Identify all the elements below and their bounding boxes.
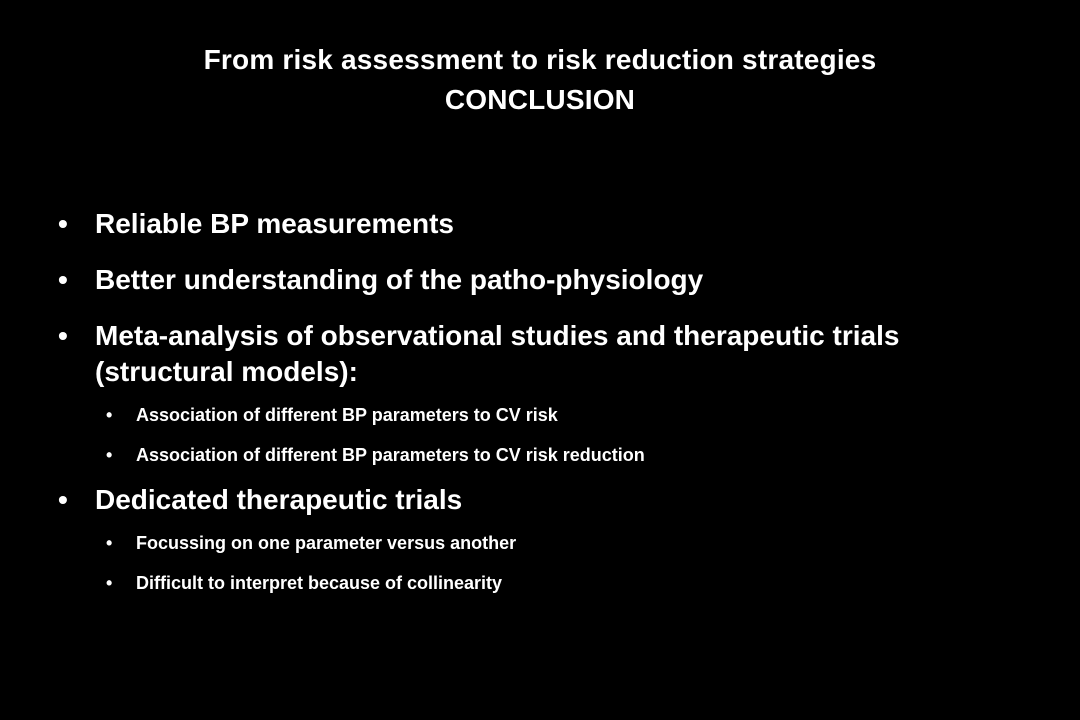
slide-title-line-2: CONCLUSION <box>444 84 636 115</box>
sub-bullet-item <box>58 444 1018 466</box>
bullet-icon: • <box>58 264 68 295</box>
bullet-text: Dedicated therapeutic trials <box>95 484 463 515</box>
sub-bullet-list <box>58 404 1018 466</box>
sub-bullet-text: Association of different BP parameters to CV risk reduction <box>136 445 645 465</box>
bullet-icon: • <box>58 484 68 515</box>
sub-bullet-item <box>58 404 1018 426</box>
sub-bullet-icon: • <box>106 573 113 593</box>
sub-bullet-list <box>58 532 1018 594</box>
bullet-item <box>58 262 1018 298</box>
sub-bullet-icon: • <box>106 445 113 465</box>
bullet-list <box>58 206 1018 610</box>
slide-title-line-1: From risk assessment to risk reduction strategies <box>203 44 877 75</box>
sub-bullet-text: Association of different BP parameters to CV risk <box>136 405 558 425</box>
bullet-item <box>58 206 1018 242</box>
slide-title <box>0 40 1080 120</box>
sub-bullet-icon: • <box>106 533 113 553</box>
bullet-text: Meta-analysis of observational studies and therapeutic trials (structural models): <box>95 320 900 387</box>
bullet-text: Better understanding of the patho-physiology <box>95 264 704 295</box>
bullet-item <box>58 318 1018 390</box>
sub-bullet-item <box>58 572 1018 594</box>
bullet-text: Reliable BP measurements <box>95 208 454 239</box>
sub-bullet-icon: • <box>106 405 113 425</box>
sub-bullet-item <box>58 532 1018 554</box>
bullet-item <box>58 482 1018 518</box>
sub-bullet-text: Focussing on one parameter versus another <box>136 533 517 553</box>
sub-bullet-text: Difficult to interpret because of collinearity <box>136 573 503 593</box>
bullet-icon: • <box>58 320 68 351</box>
bullet-icon: • <box>58 208 68 239</box>
